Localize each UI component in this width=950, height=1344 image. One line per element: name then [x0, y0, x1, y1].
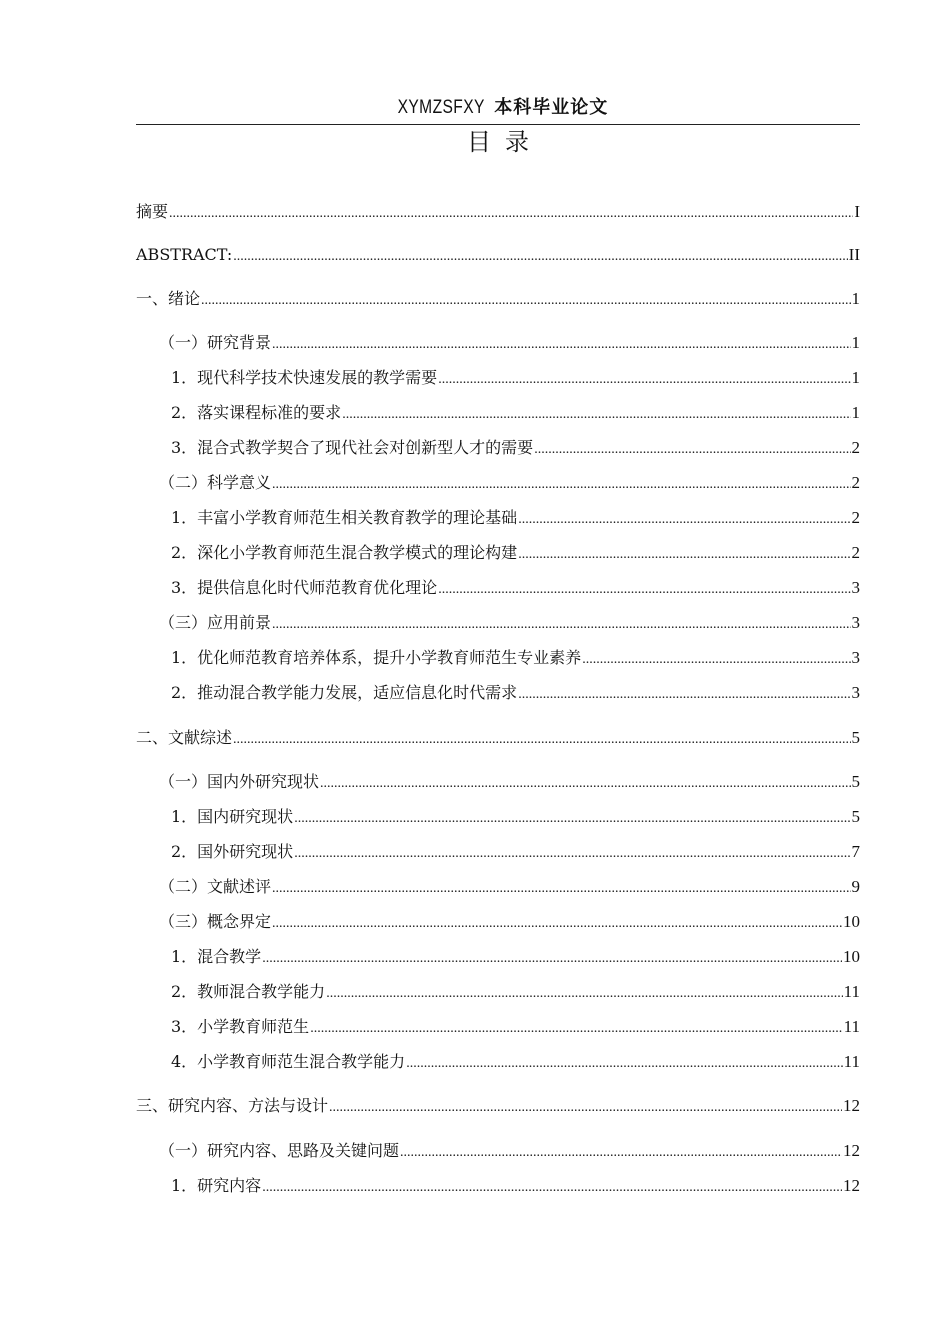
toc-entry-page: 3	[851, 648, 860, 667]
toc-entry[interactable]	[171, 806, 860, 830]
toc-entry-page: 10	[843, 912, 860, 931]
toc-leader	[294, 842, 850, 865]
toc-leader	[262, 1176, 842, 1199]
toc-entry[interactable]	[171, 437, 860, 461]
toc-leader	[262, 947, 842, 970]
toc-leader	[582, 648, 850, 671]
toc-leader	[518, 543, 850, 566]
toc-entry-text: （一）国内外研究现状	[159, 772, 320, 791]
toc-entry[interactable]	[136, 288, 860, 312]
toc-entry-text: （一）研究内容、思路及关键问题	[159, 1141, 400, 1160]
toc-entry[interactable]	[159, 332, 860, 356]
toc-entry-text: （二）科学意义	[159, 473, 272, 492]
toc-entry-text: （二）文献述评	[159, 877, 272, 896]
toc-entry[interactable]	[159, 472, 860, 496]
header-rule	[136, 124, 860, 125]
toc-entry[interactable]	[171, 647, 860, 671]
toc-entry-page: 7	[851, 842, 860, 861]
toc-entry-page: 5	[851, 728, 860, 747]
toc-entry[interactable]	[136, 201, 860, 225]
toc-entry[interactable]	[136, 1095, 860, 1119]
toc-entry-text: 1．国内研究现状	[171, 807, 294, 826]
toc-entry-text: 1．研究内容	[171, 1176, 262, 1195]
toc-entry-page: 11	[843, 1017, 860, 1036]
toc-entry-page: 3	[851, 578, 860, 597]
toc-entry-text: 2．推动混合教学能力发展，适应信息化时代需求	[171, 683, 518, 702]
toc-leader	[272, 613, 850, 636]
toc-leader	[534, 438, 850, 461]
toc-entry-text: （三）概念界定	[159, 912, 272, 931]
toc-leader	[272, 333, 850, 356]
toc-entry-text: （一）研究背景	[159, 333, 272, 352]
toc-entry[interactable]	[136, 244, 860, 268]
toc-entry[interactable]	[159, 612, 860, 636]
toc-entry-page: 1	[851, 289, 860, 308]
toc-entry-page: 12	[843, 1141, 860, 1160]
toc-entry-text: 1．丰富小学教育师范生相关教育教学的理论基础	[171, 508, 518, 527]
toc-entry[interactable]	[159, 911, 860, 935]
toc-entry[interactable]	[171, 1051, 860, 1075]
toc-entry[interactable]	[171, 577, 860, 601]
toc-entry[interactable]	[171, 682, 860, 706]
toc-leader	[233, 728, 850, 751]
toc-leader	[342, 403, 850, 426]
toc-leader	[201, 289, 850, 312]
toc-leader	[272, 473, 850, 496]
toc-entry-text: 3．混合式教学契合了现代社会对创新型人才的需要	[171, 438, 534, 457]
toc-leader	[320, 772, 850, 795]
toc-leader	[518, 508, 850, 531]
toc-entry-page: 11	[843, 1052, 860, 1071]
toc-entry[interactable]	[159, 771, 860, 795]
toc-entry-text: 1．混合教学	[171, 947, 262, 966]
toc-entry[interactable]	[159, 876, 860, 900]
toc-entry-text: 3．提供信息化时代师范教育优化理论	[171, 578, 438, 597]
toc-entry-page: 9	[851, 877, 860, 896]
toc-entry-page: II	[848, 245, 860, 264]
toc-entry[interactable]	[171, 981, 860, 1005]
toc-entry-page: 3	[851, 613, 860, 632]
toc-leader	[272, 877, 850, 900]
toc-entry-text: 1．优化师范教育培养体系，提升小学教育师范生专业素养	[171, 648, 582, 667]
toc-leader	[272, 912, 842, 935]
running-header	[136, 94, 860, 121]
header-school-code: XYMZSFXY	[397, 97, 485, 118]
toc-entry-page: I	[854, 202, 860, 221]
toc-entry-page: 5	[851, 807, 860, 826]
toc-entry[interactable]	[171, 946, 860, 970]
toc-entry-page: 12	[843, 1176, 860, 1195]
toc-entry[interactable]	[171, 402, 860, 426]
toc-entry[interactable]	[159, 1140, 860, 1164]
toc-entry-page: 11	[843, 982, 860, 1001]
toc-entry-text: 4．小学教育师范生混合教学能力	[171, 1052, 406, 1071]
toc-entry-text: 3．小学教育师范生	[171, 1017, 310, 1036]
toc-entry[interactable]	[171, 367, 860, 391]
toc-entry-page: 5	[851, 772, 860, 791]
toc-entry-text: （三）应用前景	[159, 613, 272, 632]
toc-leader	[326, 982, 842, 1005]
toc-leader	[310, 1017, 842, 1040]
toc-leader	[406, 1052, 842, 1075]
toc-leader	[294, 807, 850, 830]
toc-entry-text: 2．深化小学教育师范生混合教学模式的理论构建	[171, 543, 518, 562]
toc-entry-text: 一、绪论	[136, 289, 201, 308]
toc-entry-text: ABSTRACT:	[136, 245, 233, 264]
toc-entry[interactable]	[171, 542, 860, 566]
toc-entry-text: 二、文献综述	[136, 728, 233, 747]
toc-entry-page: 1	[851, 403, 860, 422]
toc-entry-text: 1．现代科学技术快速发展的教学需要	[171, 368, 438, 387]
toc-entry-page: 2	[851, 543, 860, 562]
toc-entry-text: 摘要	[136, 202, 169, 221]
toc-entry-page: 1	[851, 333, 860, 352]
toc-entry-text: 2．落实课程标准的要求	[171, 403, 342, 422]
toc-leader	[518, 683, 850, 706]
toc-entry-page: 1	[851, 368, 860, 387]
toc-leader	[438, 578, 850, 601]
toc-entry-page: 2	[851, 508, 860, 527]
toc-leader	[169, 202, 853, 225]
toc-leader	[438, 368, 850, 391]
toc-entry-page: 2	[851, 438, 860, 457]
toc-entry-text: 2．国外研究现状	[171, 842, 294, 861]
toc-entry-text: 2．教师混合教学能力	[171, 982, 326, 1001]
toc-leader	[400, 1141, 842, 1164]
toc-entry[interactable]	[171, 841, 860, 865]
toc-entry[interactable]	[136, 727, 860, 751]
toc-entry-page: 3	[851, 683, 860, 702]
toc-entry-page: 10	[843, 947, 860, 966]
toc-entry-page: 2	[851, 473, 860, 492]
toc-entry-text: 三、研究内容、方法与设计	[136, 1096, 329, 1115]
toc-leader	[233, 245, 847, 268]
toc-leader	[329, 1096, 842, 1119]
toc-title: 目录	[467, 128, 543, 156]
toc-entry-page: 12	[843, 1096, 860, 1115]
header-thesis-label: 本科毕业论文	[494, 97, 609, 118]
toc-entry[interactable]	[171, 1175, 860, 1199]
toc-entry[interactable]	[171, 1016, 860, 1040]
toc-entry[interactable]	[171, 507, 860, 531]
